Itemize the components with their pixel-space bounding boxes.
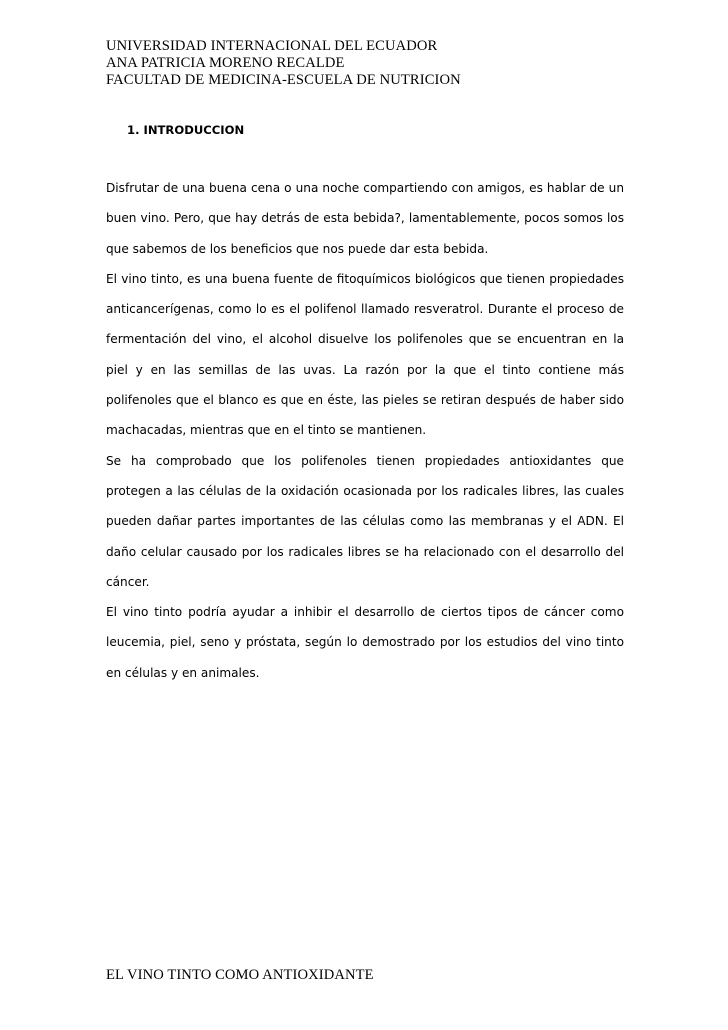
paragraph-1: Disfrutar de una buena cena o una noche compartiendo con amigos, es hablar de un buen vino. Pero, que hay detrás de esta bebida?, lamentablemente, pocos somos los que sabemos de los beneficios que nos puede dar esta bebida. bbox=[106, 181, 624, 256]
header-university: UNIVERSIDAD INTERNACIONAL DEL ECUADOR bbox=[106, 38, 438, 54]
header-faculty: FACULTAD DE MEDICINA-ESCUELA DE NUTRICION bbox=[106, 72, 461, 88]
page-footer: EL VINO TINTO COMO ANTIOXIDANTE bbox=[106, 967, 374, 983]
page-header bbox=[106, 38, 666, 89]
header-author: ANA PATRICIA MORENO RECALDE bbox=[106, 55, 345, 71]
paragraph-3: Se ha comprobado que los polifenoles tienen propiedades antioxidantes que protegen a las células de la oxidación ocasionada por los radicales libres, las cuales pueden dañar partes importantes de las células como las membranas y el ADN. El daño celular causado por los radicales libres se ha relacionado con el desarrollo del cáncer. bbox=[106, 453, 624, 589]
paragraph-4: El vino tinto podría ayudar a inhibir el desarrollo de ciertos tipos de cáncer como leucemia, piel, seno y próstata, según lo demostrado por los estudios del vino tinto en células y en animales. bbox=[106, 605, 624, 680]
section-heading: 1. INTRODUCCION bbox=[127, 123, 245, 137]
paragraph-2: El vino tinto, es una buena fuente de fitoquímicos biológicos que tienen propiedades anticancerígenas, como lo es el polifenol llamado resveratrol. Durante el proceso de fermentación del vino, el alcohol disuelve los polifenoles que se encuentran en la piel y en las semillas de las uvas. La razón por la que el tinto contiene más polifenoles que el blanco es que en éste, las pieles se retiran después de haber sido machacadas, mientras que en el tinto se mantienen. bbox=[106, 271, 624, 438]
body-text bbox=[106, 173, 624, 688]
